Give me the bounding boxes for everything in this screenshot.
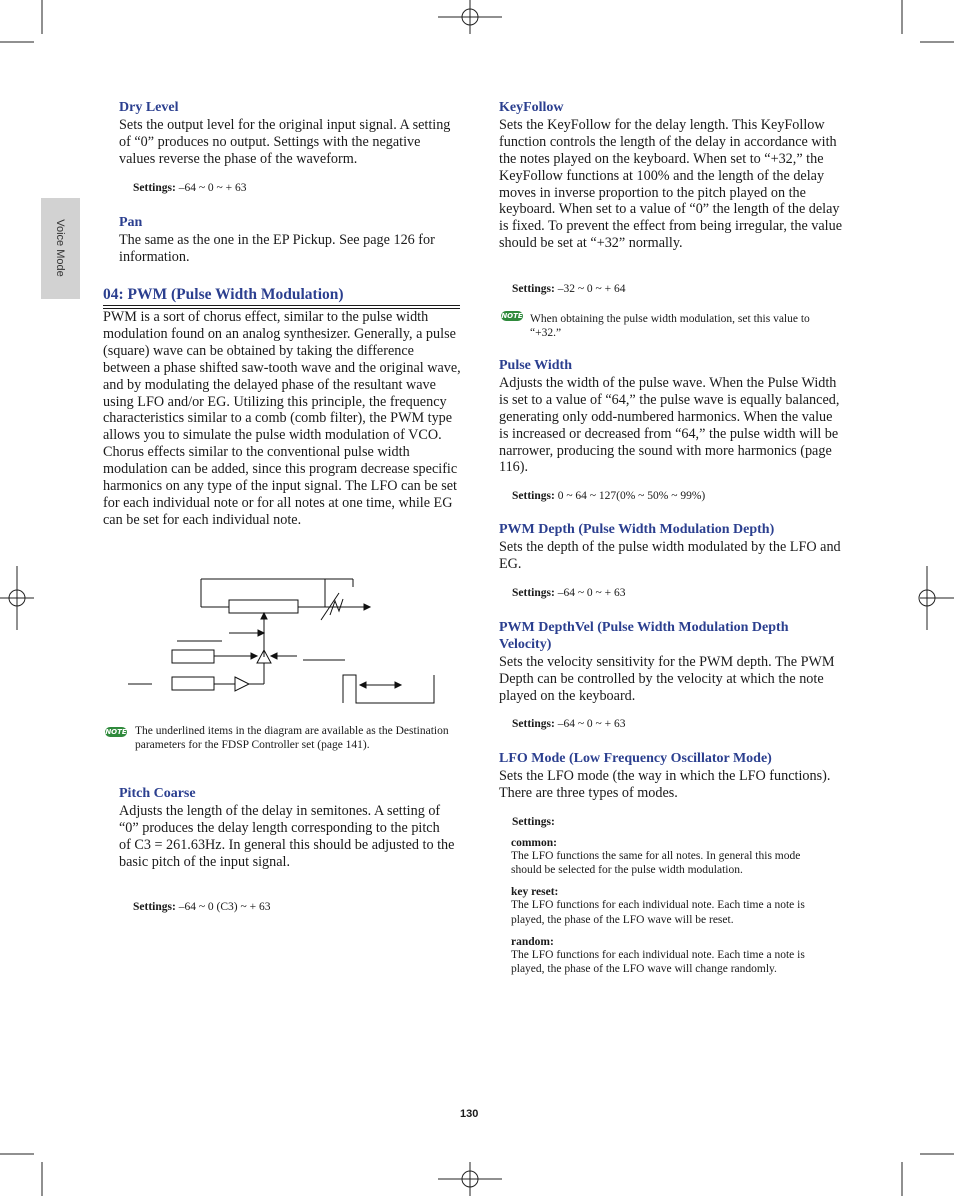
mode-name: key reset: [511, 886, 559, 899]
settings-label: Settings: [133, 901, 176, 913]
lfo-mode-section [499, 751, 843, 802]
page-number: 130 [460, 1108, 479, 1120]
pulse-width-heading: Pulse Width [499, 358, 573, 373]
note-icon: NOTE [105, 728, 127, 736]
settings-value: –64 ~ 0 ~ + 63 [557, 718, 626, 730]
list-item [511, 936, 831, 976]
diagram-note: The underlined items in the diagram are available as the Destination parameters for the FDSP Controller set (page 141). [135, 725, 449, 751]
settings-value: 0 ~ 64 ~ 127(0% ~ 50% ~ 99%) [557, 490, 706, 502]
arrow-head [258, 630, 264, 636]
pwm-block-diagram [125, 575, 440, 707]
pwm-depthvel-settings [512, 717, 626, 731]
arrow-head [395, 682, 401, 688]
mode-desc: The LFO functions the same for all notes. In general this mode should be selected for the pulse width modulation. [511, 850, 801, 877]
mode-desc: The LFO functions for each individual note. Each time a note is played, the phase of the LFO wave will be reset. [511, 899, 805, 926]
side-tab [41, 198, 80, 299]
mode-name: random: [511, 935, 554, 948]
list-item [511, 837, 831, 877]
pulse-width-body: Adjusts the width of the pulse wave. When the Pulse Width is set to a value of “64,” the pulse wave is equally balanced, generating only odd-numbered harmonics. When the value is increased or decreased from “64,” the pulse width will be narrower, producing the sound with more harmonics (page 116). [499, 374, 840, 476]
settings-label: Settings: [133, 182, 176, 194]
side-tab-label: Voice Mode [54, 219, 66, 277]
settings-value: –64 ~ 0 ~ + 63 [557, 587, 626, 599]
pwm-depthvel-section [499, 620, 843, 705]
settings-value: –32 ~ 0 ~ + 64 [557, 283, 626, 295]
dry-level-section [119, 100, 455, 168]
delay-block [229, 600, 298, 613]
keyfollow-heading: KeyFollow [499, 100, 564, 115]
pan-heading: Pan [119, 215, 143, 230]
lfo-block [172, 650, 214, 663]
note-icon: NOTE [501, 312, 523, 320]
settings-value: –64 ~ 0 (C3) ~ + 63 [178, 901, 271, 913]
pan-section [119, 215, 459, 266]
eg-block [172, 677, 214, 690]
keyfollow-body: Sets the KeyFollow for the delay length. This KeyFollow function controls the length of the delay in accordance with the notes played on the keyboard. When set to “+32,” the KeyFollow functions at 100% and the length of the delay moves in inverse proportion to the pitch played on the keyboard. When set to a value of “0” the length of the delay is fixed. To prevent the effect from being irregular, the value should be set at “+32” normally. [499, 116, 843, 252]
arrow-head [271, 653, 277, 659]
pwm-depth-settings [512, 586, 626, 600]
mode-name: common: [511, 837, 557, 849]
arrow-head [261, 613, 267, 619]
settings-label: Settings: [512, 718, 555, 730]
section-title-block [103, 286, 460, 309]
pulse-wave [343, 675, 434, 703]
pitch-coarse-heading: Pitch Coarse [119, 786, 196, 801]
lfo-mode-list [511, 837, 831, 976]
pulse-width-section [499, 358, 843, 476]
dry-level-heading: Dry Level [119, 100, 179, 115]
pwm-depth-body: Sets the depth of the pulse width modulated by the LFO and EG. [499, 538, 841, 572]
keyfollow-settings [512, 282, 626, 296]
pwm-depth-heading: PWM Depth (Pulse Width Modulation Depth) [499, 522, 775, 537]
pan-body: The same as the one in the EP Pickup. See page 126 for information. [119, 231, 435, 265]
lfo-mode-body: Sets the LFO mode (the way in which the LFO functions). There are three types of modes. [499, 767, 831, 801]
pwm-depth-section [499, 522, 843, 573]
amp-triangle [235, 677, 249, 691]
dry-level-body: Sets the output level for the original input signal. A setting of “0” produces no output. Settings with the negative values reverse the phase of the waveform. [119, 116, 451, 167]
arrow-head [251, 653, 257, 659]
lfo-mode-heading: LFO Mode (Low Frequency Oscillator Mode) [499, 751, 772, 766]
settings-label: Settings: [512, 587, 555, 599]
settings-label: Settings: [512, 283, 555, 295]
settings-label: Settings: [512, 490, 555, 502]
pitch-coarse-section [119, 786, 455, 871]
pitch-coarse-body: Adjusts the length of the delay in semitones. A setting of “0” produces the delay length corresponding to the pitch of C3 = 261.63Hz. In general this should be adjusted to the basic pitch of the input signal. [119, 802, 455, 870]
section-title: 04: PWM (Pulse Width Modulation) [103, 286, 460, 306]
pwm-depthvel-body: Sets the velocity sensitivity for the PWM depth. The PWM Depth can be controlled by the velocity at which the note played on the keyboard. [499, 653, 835, 704]
list-item [511, 886, 831, 926]
pitch-coarse-settings [133, 900, 270, 914]
pwm-intro-body: PWM is a sort of chorus effect, similar to the pulse width modulation found on an analog synthesizer. Generally, a pulse (square) wave can be obtained by taking the difference between a phase shifted saw-tooth wave and the original wave, and by modulating the delayed phase of the resultant wave using LFO and/or EG. Utilizing this principle, the frequency characteristics similar to a comb (comb filter), the PWM type allows you to simulate the pulse width modulation of VCO. Chorus effects similar to the conventional pulse width modulation can be added, since this program decrease specific harmonics on any type of the input signal. The LFO can be set for each individual note or for all notes at one time, while EG can be set for each individual note. [103, 309, 461, 528]
lfo-mode-settings [512, 815, 555, 829]
arrow-head [364, 604, 370, 610]
dry-level-settings [133, 181, 247, 195]
keyfollow-section [499, 100, 843, 252]
mode-desc: The LFO functions for each individual note. Each time a note is played, the phase of the LFO wave will change randomly. [511, 948, 805, 976]
pwm-intro [103, 309, 461, 529]
pulse-width-settings [512, 489, 705, 503]
arrow-head [360, 682, 366, 688]
settings-value: –64 ~ 0 ~ + 63 [178, 182, 247, 194]
pwm-depthvel-heading: PWM DepthVel (Pulse Width Modulation Depth Velocity) [499, 620, 789, 652]
settings-label: Settings: [512, 816, 555, 828]
keyfollow-note: When obtaining the pulse width modulation, set this value to “+32.” [530, 313, 810, 339]
